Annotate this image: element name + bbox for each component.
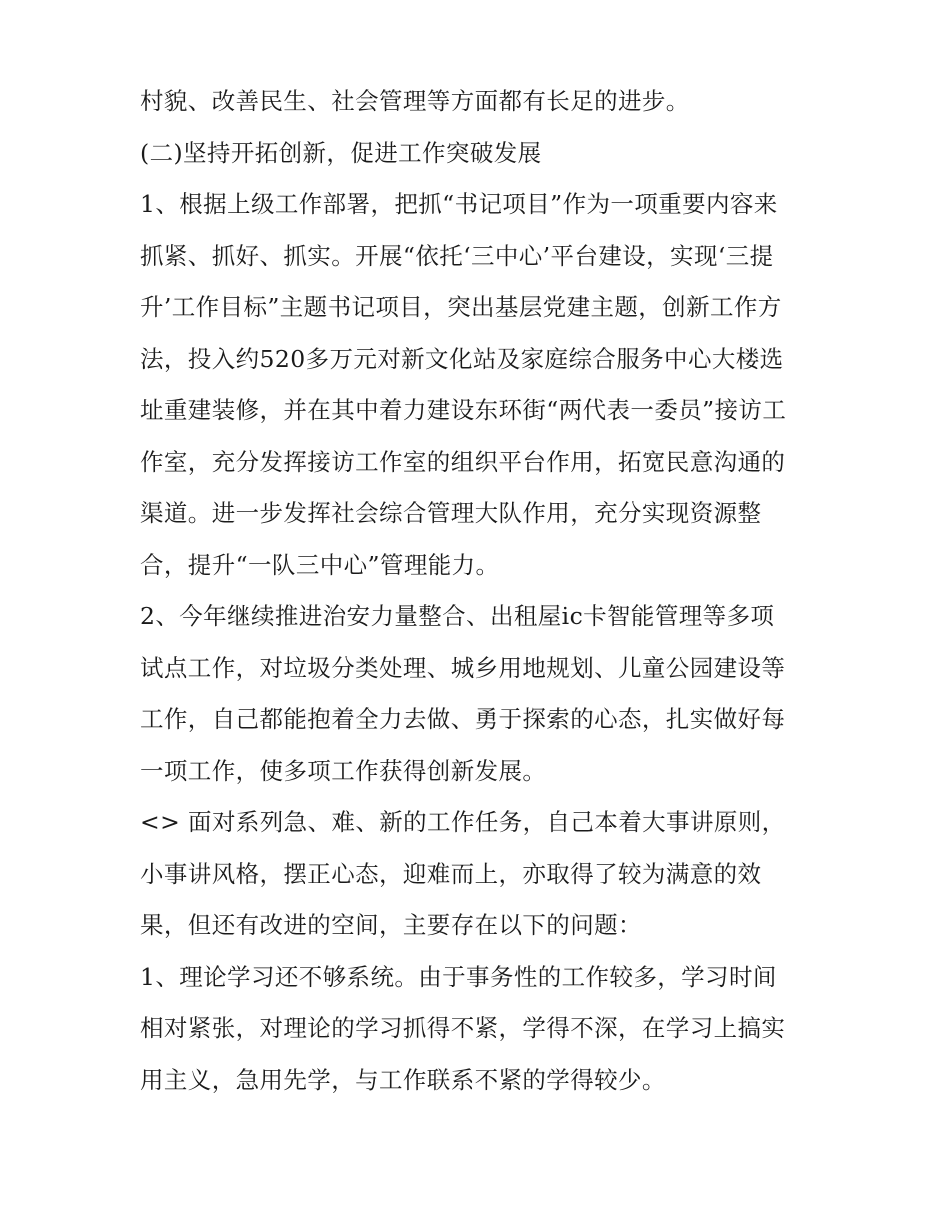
text-line: 1、根据上级工作部署，把抓“书记项目”作为一项重要内容来 (140, 190, 778, 218)
text-line: 相对紧张，对理论的学习抓得不紧，学得不深，在学习上搞实 (140, 1014, 786, 1042)
text-line: 址重建装修，并在其中着力建设东环街“两代表一委员”接访工 (140, 396, 787, 424)
text-line: 合，提升“一队三中心”管理能力。 (140, 550, 500, 579)
text-line: 2、今年继续推进治安力量整合、出租屋ic卡智能管理等多项 (140, 602, 775, 630)
text-line: 试点工作，对垃圾分类处理、城乡用地规划、儿童公园建设等 (140, 653, 786, 682)
text-line: 用主义，急用先学，与工作联系不紧的学得较少。 (140, 1065, 666, 1094)
text-line: 果，但还有改进的空间，主要存在以下的问题： (140, 911, 642, 939)
text-line: 作室，充分发挥接访工作室的组织平台作用，拓宽民意沟通的 (140, 447, 786, 476)
text-line: 1、理论学习还不够系统。由于事务性的工作较多，学习时间 (140, 962, 777, 991)
text-line: 小事讲风格，摆正心态，迎难而上，亦取得了较为满意的效 (140, 859, 762, 888)
text-line: 升’工作目标”主题书记项目，突出基层党建主题，创新工作方 (140, 293, 782, 321)
text-line: 抓紧、抓好、抓实。开展“依托‘三中心’平台建设，实现‘三提 (140, 241, 774, 270)
text-line: 工作，自己都能抱着全力去做、勇于探索的心态，扎实做好每 (140, 705, 786, 733)
document-body (140, 76, 830, 1106)
text-line: 渠道。进一步发挥社会综合管理大队作用，充分实现资源整 (140, 499, 762, 527)
text-line: 村貌、改善民生、社会管理等方面都有长足的进步。 (140, 87, 690, 115)
section-heading: (二)坚持开拓创新，促进工作突破发展 (140, 138, 542, 167)
text-line: <> 面对系列急、难、新的工作任务，自己本着大事讲原则， (140, 808, 786, 836)
text-line: 一项工作，使多项工作获得创新发展。 (140, 756, 547, 785)
text-line: 法，投入约520多万元对新文化站及家庭综合服务中心大楼选 (140, 344, 784, 373)
